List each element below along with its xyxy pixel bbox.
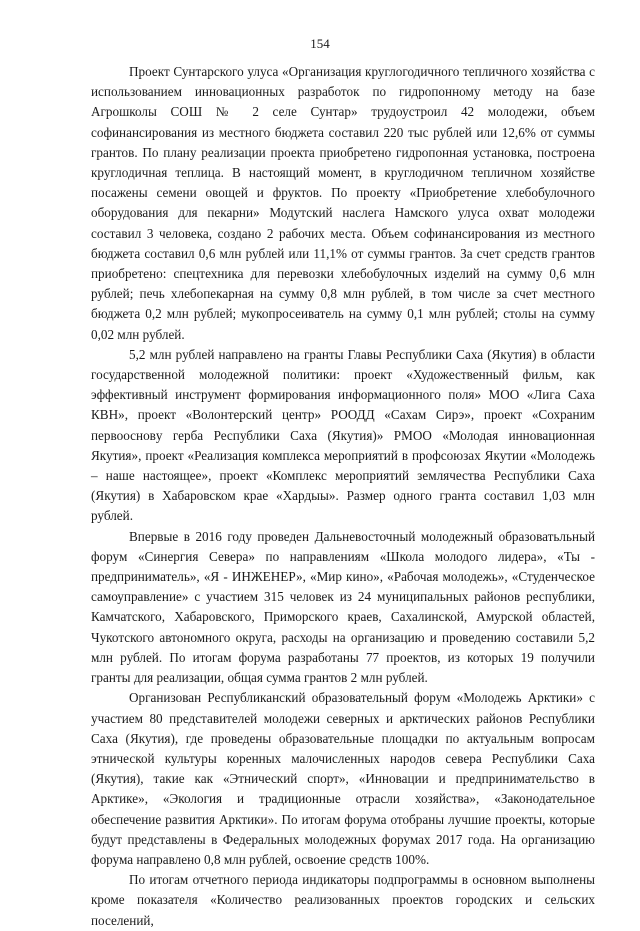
paragraph-indicators: По итогам отчетного периода индикаторы подпрограммы в основном выполнены кроме показателя «Количество реализованных проектов городских и сельских поселений, (91, 872, 595, 928)
paragraph-synergy-forum: Впервые в 2016 году проведен Дальневосточный молодежный образоватьльный форум «Синергия Севера» по направлениям «Школа молодого лидера», «Ты - предприниматель», «Я - ИНЖЕНЕР», «Мир кино», «Рабочая молодежь», «Студенческое самоуправление» с участием 315 человек из 24 муниципальных районов республики, Камчатского, Хабаровского, Приморского краев, Сахалинской, Амурской областей, Чукотского автономного округа, расходы на организацию и проведению составили 5,2 млн рублей. По итогам форума разработаны 77 проектов, из которых 19 получили гранты для реализации, общая сумма грантов 2 млн рублей. (91, 528, 595, 686)
paragraph-suntar-project: Проект Сунтарского улуса «Организация круглогодичного тепличного хозяйства с использованием инновационных разработок по гидропонному методу на базе Агрошколы СОШ № 2 селе Сунтар» трудоустроил 42 молодежи, объем софинансирования из местного бюджета составил 220 тыс рублей или 12,6% от суммы грантов. По плану реализации проекта приобретено гидропонная установка, построена круглодичная теплица. В настоящий момент, в круглодичном тепличном хозяйстве посажены семени овощей и фруктов. По проекту «Приобретение хлебобулочного оборудования для пекарни» Модутский наслега Намского улуса охват молодежи составил 3 человека, создано 2 рабочих места. Объем софинансирования из местного бюджета составил 0,6 млн рублей или 11,1% от суммы грантов. За счет средств грантов приобретено: спецтехника для перевозки хлебобулочных изделий на сумму 0,6 млн рублей; печь хлебопекарная на сумму 0,8 млн рублей, в том числе за счет местного бюджета 0,2 млн рублей; мукопросеиватель на сумму 0,1 млн рублей; столы на сумму 0,02 млн рублей. (91, 64, 595, 342)
page-number: 154 (310, 36, 330, 51)
paragraph-arctic-forum: Организован Республиканский образовательный форум «Молодежь Арктики» с участием 80 представителей молодежи северных и арктических районов Республики Саха (Якутия), где проведены образовательные площадки по актуальным вопросам этнической культуры коренных малочисленных народов севера Республики Саха (Якутия), такие как «Этнический спорт», «Инновации и предпринимательство в Арктике», «Экология и традиционные отрасли хозяйства», «Законодательное обеспечение развития Арктики». По итогам форума отобраны лучшие проекты, которые будут представлены в Федеральных молодежных форумах 2017 года. На организацию форума направлено 0,8 млн рублей, освоение средств 100%. (91, 690, 595, 867)
paragraph-head-grants: 5,2 млн рублей направлено на гранты Главы Республики Саха (Якутия) в области государственной молодежной политики: проект «Художественный фильм, как эффективный инструмент формирования информационного поля» МОО «Лига Саха КВН», проект «Волонтерский центр» РООДД «Сахам Сирэ», проект «Сохраним первоосновy герба Республики Саха (Якутия)» РМОО «Молодая инновационная Якутия», проект «Реализация комплекса мероприятий в профсоюзах Якутии «Молодежь – наше настоящее», проект «Комплекс мероприятий землячества Республики Саха (Якутия) в Хабаровском крае «Хардыы». Размер одного гранта составил 1,03 млн рублей. (91, 346, 595, 524)
body-text (91, 62, 595, 931)
